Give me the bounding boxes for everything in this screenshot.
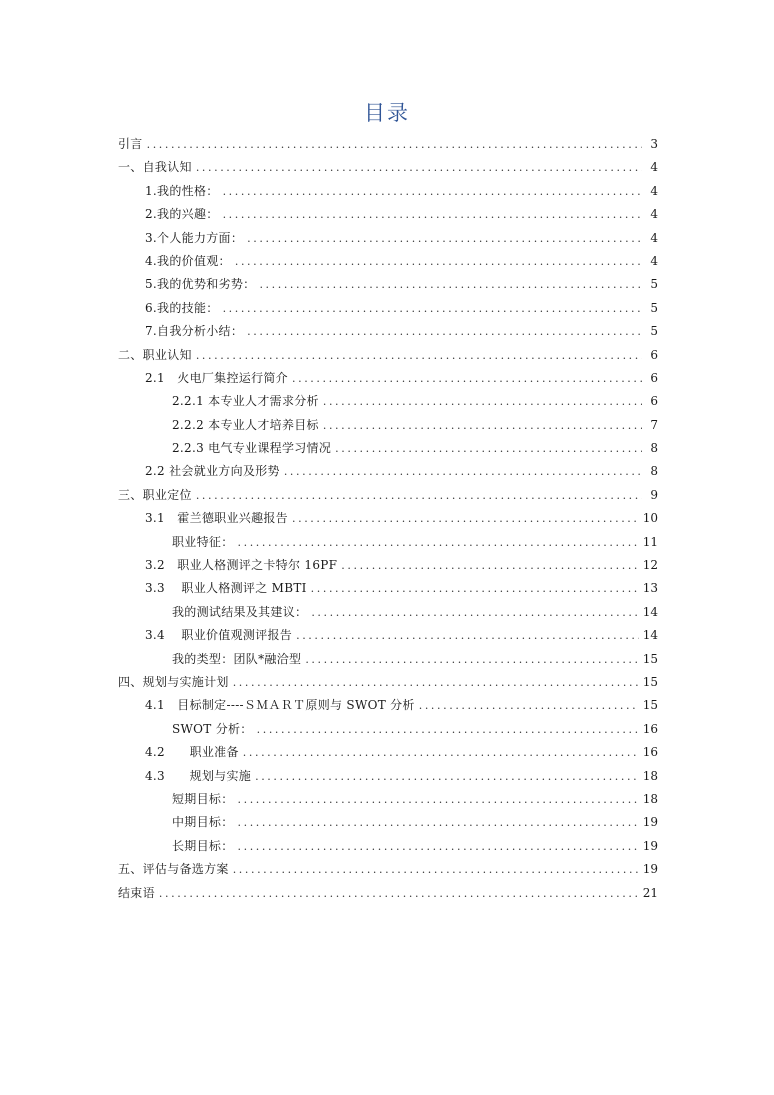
toc-entry[interactable] [118, 858, 658, 881]
toc-entry[interactable] [118, 765, 658, 788]
toc-entry-text: 职业特征： [172, 534, 234, 549]
toc-dot-leader [335, 437, 642, 460]
toc-page-number: 7 [650, 417, 658, 432]
toc-entry[interactable] [118, 297, 658, 320]
toc-entry-text: 引言 [118, 137, 143, 151]
toc-entry-text: 3.3 职业人格测评之 MBTI [145, 581, 307, 596]
toc-entry[interactable] [118, 156, 658, 179]
toc-page-number: 3 [650, 137, 658, 151]
toc-entry[interactable] [118, 344, 658, 367]
toc-entry-text: 4.1 目标制定----ＳＭＡＲＴ原则与 SWOT 分析 [145, 698, 415, 713]
toc-page-number: 5 [650, 324, 658, 339]
toc-dot-leader [311, 601, 638, 624]
toc-entry[interactable] [118, 788, 658, 811]
toc-page-number: 15 [642, 651, 658, 666]
toc-entry[interactable] [118, 507, 658, 530]
toc-dot-leader [223, 297, 642, 320]
toc-entry-text: 2.1 火电厂集控运行简介 [145, 370, 288, 385]
toc-entry-text: 4.2 职业准备 [145, 745, 239, 760]
toc-entry-text: 5.我的优势和劣势： [145, 277, 256, 292]
toc-entry[interactable] [118, 671, 658, 694]
toc-entry[interactable] [118, 484, 658, 507]
toc-title: 目录 [364, 101, 410, 125]
toc-entry[interactable] [118, 437, 658, 460]
toc-page-number: 5 [650, 277, 658, 292]
toc-dot-leader [147, 133, 642, 156]
toc-entry[interactable] [118, 320, 658, 343]
toc-entry-text: 二、职业认知 [118, 347, 192, 362]
toc-dot-leader [292, 367, 642, 390]
toc-page-number: 9 [650, 487, 658, 502]
toc-dot-leader [238, 835, 639, 858]
toc-entry[interactable] [118, 390, 658, 413]
toc-entry-text: 三、职业定位 [118, 487, 192, 502]
toc-entry-text: 4.3 规划与实施 [145, 768, 252, 783]
toc-dot-leader [233, 858, 639, 881]
toc-entry-text: 五、评估与备选方案 [118, 862, 229, 877]
toc-page-number: 11 [642, 534, 658, 549]
toc-dot-leader [235, 250, 642, 273]
toc-page-number: 6 [650, 347, 658, 362]
toc-page-number: 6 [650, 370, 658, 385]
toc-entry[interactable] [118, 811, 658, 834]
toc-entry[interactable] [118, 250, 658, 273]
toc-page-number: 16 [642, 721, 658, 736]
toc-dot-leader [292, 507, 639, 530]
toc-entry-text: 2.我的兴趣： [145, 207, 219, 222]
toc-entry[interactable] [118, 601, 658, 624]
toc-dot-leader [196, 484, 642, 507]
toc-page-number: 10 [642, 511, 658, 526]
toc-entry-text: 2.2.1 本专业人才需求分析 [172, 394, 319, 409]
toc-page-number: 4 [650, 160, 658, 175]
toc-entry[interactable] [118, 882, 658, 905]
toc-entry[interactable] [118, 133, 658, 156]
toc-dot-leader [305, 648, 638, 671]
table-of-contents [118, 133, 658, 905]
toc-entry-text: 3.2 职业人格测评之卡特尔 16PF [145, 558, 338, 573]
toc-page-number: 19 [642, 815, 658, 830]
toc-dot-leader [323, 390, 642, 413]
toc-dot-leader [419, 694, 639, 717]
toc-entry-text: 长期目标： [172, 838, 234, 853]
toc-page-number: 5 [650, 300, 658, 315]
toc-entry-text: 2.2.3 电气专业课程学习情况 [172, 441, 332, 456]
toc-entry-text: 我的类型：团队*融洽型 [172, 651, 302, 666]
toc-entry-text: 6.我的技能： [145, 300, 219, 315]
toc-dot-leader [259, 273, 642, 296]
toc-entry[interactable] [118, 554, 658, 577]
toc-entry[interactable] [118, 273, 658, 296]
toc-entry-text: 1.我的性格： [145, 183, 219, 198]
toc-entry[interactable] [118, 835, 658, 858]
toc-entry-text: 3.4 职业价值观测评报告 [145, 628, 293, 643]
toc-page-number: 19 [642, 838, 658, 853]
toc-page-number: 12 [642, 558, 658, 573]
toc-page-number: 16 [642, 745, 658, 760]
toc-entry[interactable] [118, 577, 658, 600]
toc-entry-text: 3.个人能力方面： [145, 230, 244, 245]
toc-dot-leader [233, 671, 639, 694]
toc-dot-leader [238, 788, 639, 811]
toc-entry[interactable] [118, 414, 658, 437]
toc-entry-text: 我的测试结果及其建议： [172, 604, 308, 619]
toc-entry[interactable] [118, 367, 658, 390]
toc-entry-text: SWOT 分析： [172, 721, 253, 736]
toc-page-number: 18 [642, 791, 658, 806]
toc-dot-leader [196, 156, 642, 179]
toc-entry[interactable] [118, 203, 658, 226]
toc-page-number: 14 [642, 604, 658, 619]
toc-entry-text: 4.我的价值观： [145, 253, 231, 268]
toc-page-number: 19 [642, 862, 658, 877]
toc-entry[interactable] [118, 718, 658, 741]
toc-entry-text: 2.2 社会就业方向及形势 [145, 464, 280, 479]
toc-page-number: 15 [642, 698, 658, 713]
toc-entry[interactable] [118, 460, 658, 483]
toc-page-number: 6 [650, 394, 658, 409]
toc-page-number: 15 [642, 674, 658, 689]
toc-entry-text: 3.1 霍兰德职业兴趣报告 [145, 511, 288, 526]
toc-page-number: 4 [650, 207, 658, 222]
toc-entry[interactable] [118, 624, 658, 647]
toc-dot-leader [223, 203, 642, 226]
toc-page-number: 8 [650, 441, 658, 456]
toc-entry[interactable] [118, 694, 658, 717]
toc-page-number: 13 [642, 581, 658, 596]
toc-entry[interactable] [118, 531, 658, 554]
toc-dot-leader [159, 882, 639, 905]
toc-dot-leader [238, 531, 639, 554]
toc-entry-text: 短期目标： [172, 791, 234, 806]
toc-page-number: 8 [650, 464, 658, 479]
toc-page-number: 4 [650, 230, 658, 245]
toc-entry-text: 2.2.2 本专业人才培养目标 [172, 417, 319, 432]
toc-page-number: 4 [650, 183, 658, 198]
toc-dot-leader [296, 624, 639, 647]
toc-dot-leader [255, 765, 639, 788]
toc-page-number: 18 [642, 768, 658, 783]
toc-entry-text: 7.自我分析小结： [145, 324, 244, 339]
toc-entry[interactable] [118, 648, 658, 671]
toc-dot-leader [196, 344, 642, 367]
toc-dot-leader [257, 718, 639, 741]
toc-dot-leader [341, 554, 638, 577]
toc-dot-leader [323, 414, 642, 437]
toc-entry-text: 中期目标： [172, 815, 234, 830]
toc-entry[interactable] [118, 741, 658, 764]
toc-dot-leader [247, 320, 642, 343]
toc-dot-leader [247, 227, 642, 250]
toc-entry-text: 结束语 [118, 885, 155, 900]
toc-entry[interactable] [118, 180, 658, 203]
toc-entry-text: 四、规划与实施计划 [118, 674, 229, 689]
toc-dot-leader [284, 460, 642, 483]
toc-entry-text: 一、自我认知 [118, 160, 192, 175]
toc-page-number: 21 [642, 885, 658, 900]
toc-dot-leader [238, 811, 639, 834]
toc-dot-leader [311, 577, 639, 600]
toc-entry[interactable] [118, 227, 658, 250]
toc-dot-leader [223, 180, 642, 203]
toc-page-number: 4 [650, 253, 658, 268]
toc-page-number: 14 [642, 628, 658, 643]
toc-dot-leader [243, 741, 639, 764]
